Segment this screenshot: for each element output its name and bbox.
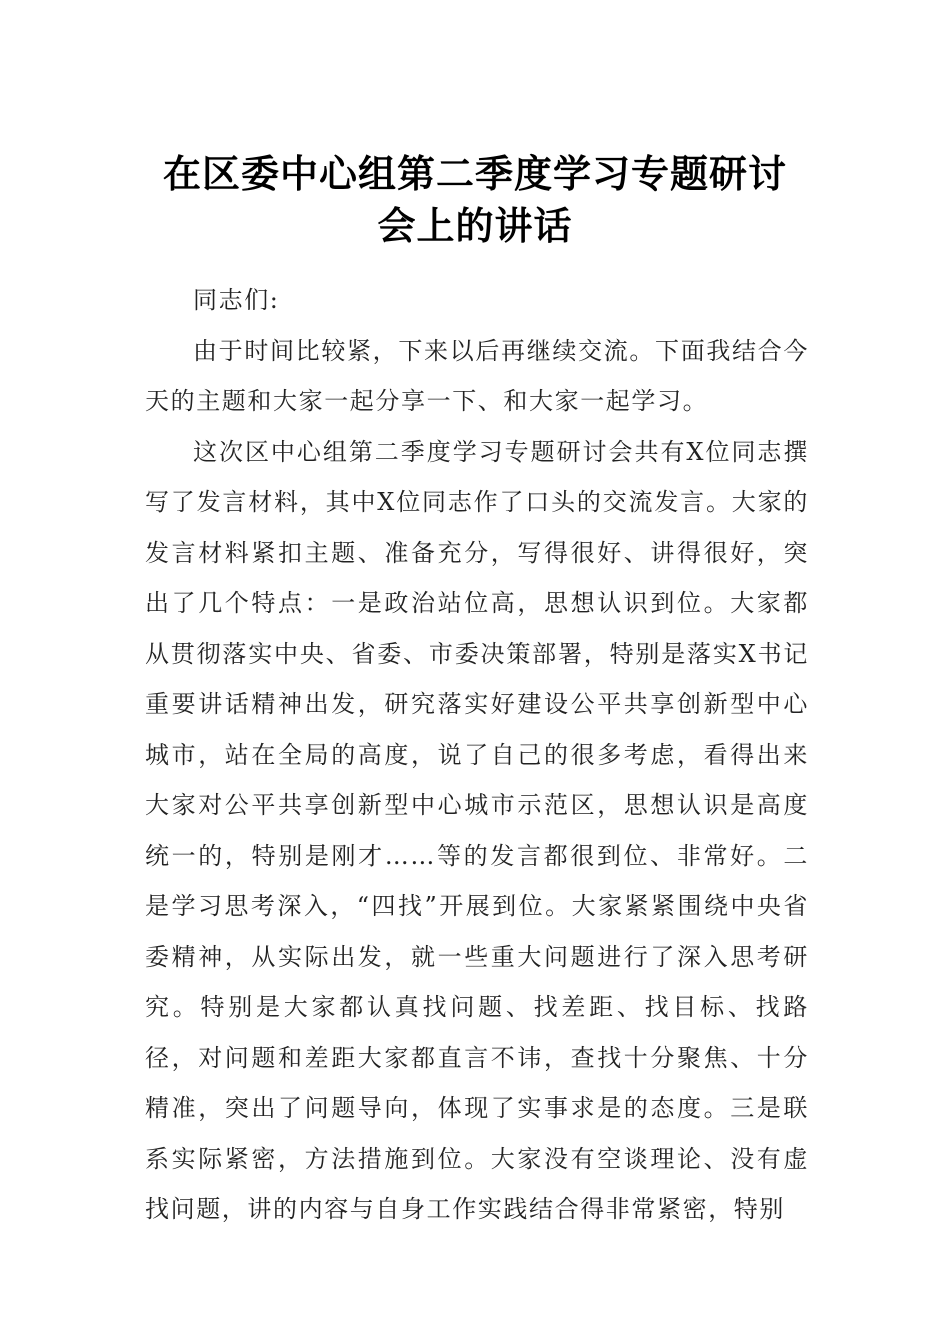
document-title: 在区委中心组第二季度学习专题研讨会上的讲话 xyxy=(162,151,787,248)
body-paragraph: 这次区中心组第二季度学习专题研讨会共有X位同志撰写了发言材料，其中X位同志作了口头的交流发言。大家的发言材料紧扣主题、准备充分，写得很好、讲得很好，突出了几个特点：一是政治站位高，思想认识到位。大家都从贯彻落实中央、省委、市委决策部署，特别是落实X书记重要讲话精神出发，研究落实好建设公平共享创新型中心城市，站在全局的高度，说了自己的很多考虑，看得出来大家对公平共享创新型中心城市示范区，思想认识是高度统一的，特别是刚才……等的发言都很到位、非常好。二是学习思考深入，“四找”开展到位。大家紧紧围绕中央省委精神，从实际出发，就一些重大问题进行了深入思考研究。特别是大家都认真找问题、找差距、找目标、找路径，对问题和差距大家都直言不讳，查找十分聚焦、十分精准，突出了问题导向，体现了实事求是的态度。三是联系实际紧密，方法措施到位。大家没有空谈理论、没有虚找问题，讲的内容与自身工作实践结合得非常紧密，特别 xyxy=(145,437,809,1223)
document-body xyxy=(145,275,809,1235)
salutation-paragraph: 同志们: xyxy=(193,286,280,314)
body-paragraph: 由于时间比较紧，下来以后再继续交流。下面我结合今天的主题和大家一起分享一下、和大家一起学习。 xyxy=(145,336,809,415)
